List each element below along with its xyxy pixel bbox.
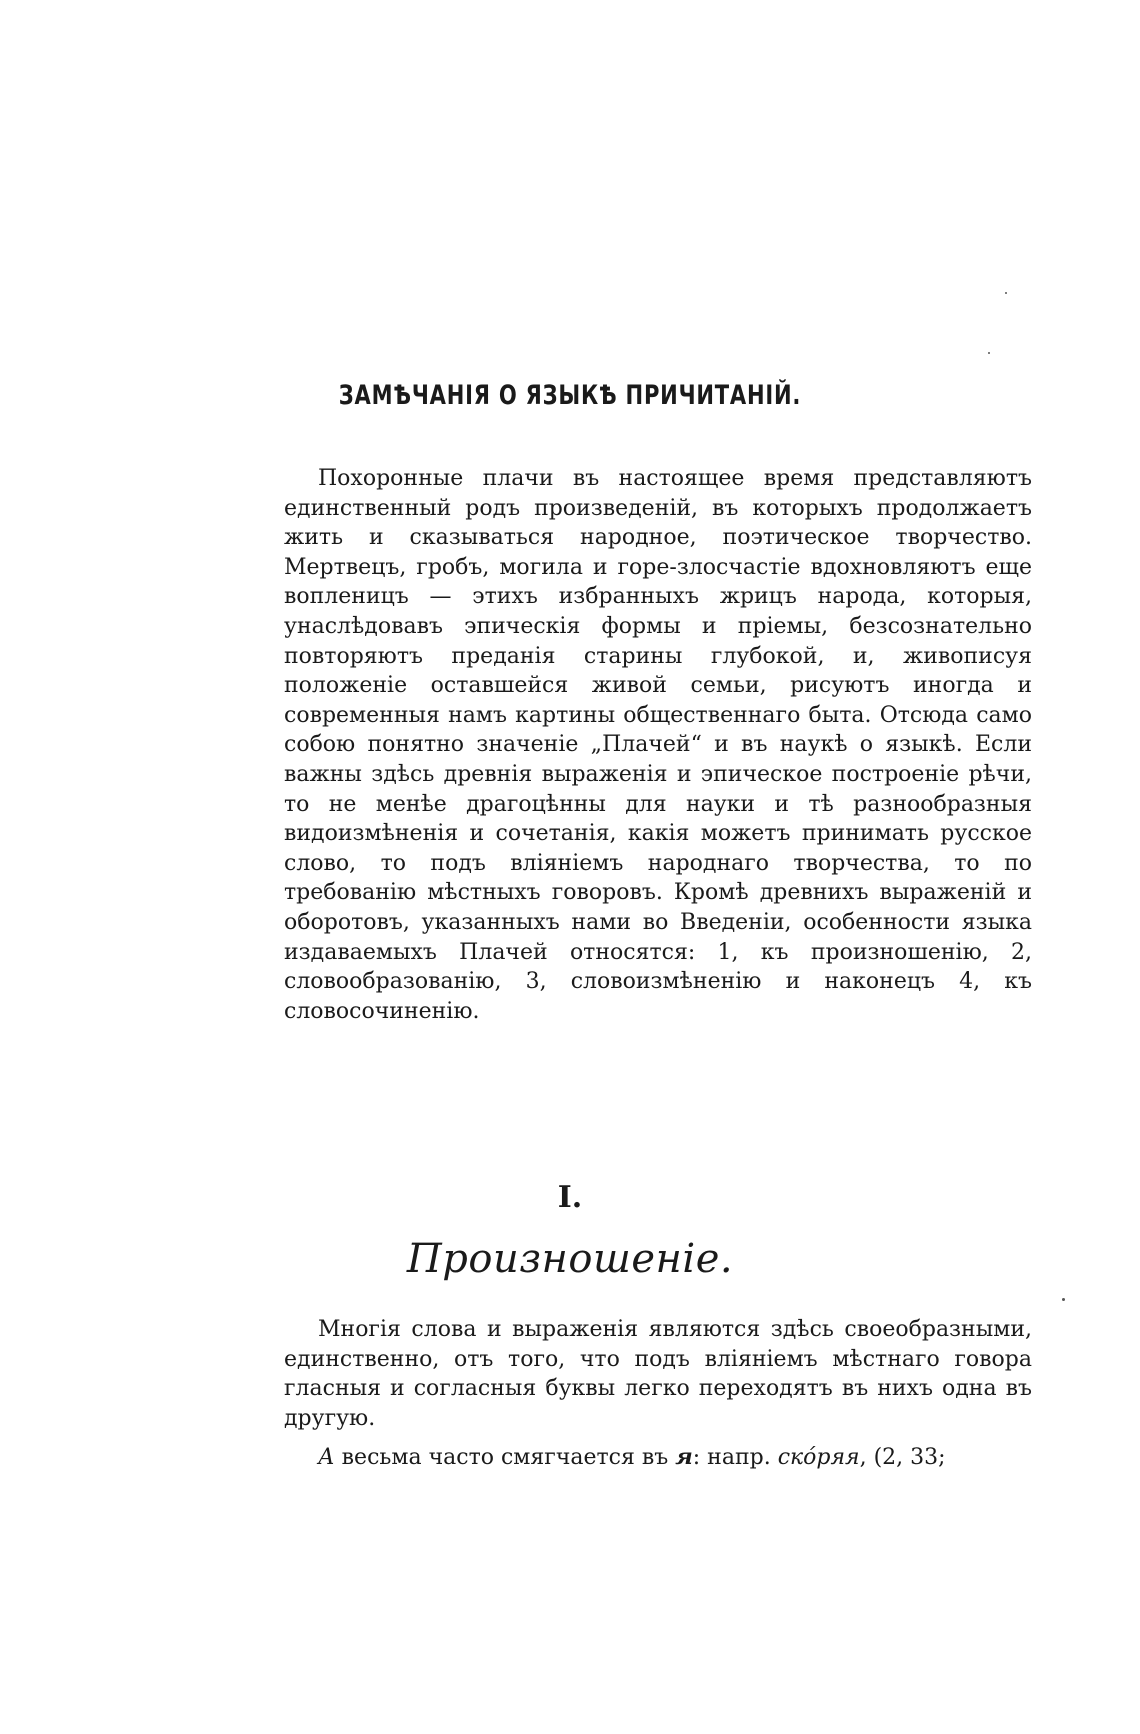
paragraph-vowel-a xyxy=(284,1443,1032,1473)
intro-paragraph: Похоронные плачи въ настоящее время представляютъ единственный родъ произведеній, въ которыхъ продолжаетъ жить и сказываться народное, поэтическое творчество. Мертвецъ, гробъ, могила и горе-злосчастіе вдохновляютъ еще вопленицъ — этихъ избранныхъ жрицъ народа, которыя, унаслѣдовавъ эпическія формы и пріемы, безсознательно повторяютъ преданія старины глубокой, и, живописуя положеніе оставшейся живой семьи, рисуютъ иногда и современныя намъ картины общественнаго быта. Отсюда само собою понятно значеніе „Плачей“ и въ наукѣ о языкѣ. Если важны здѣсь древнія выраженія и эпическое построеніе рѣчи, то не менѣе драгоцѣнны для науки и тѣ разнообразныя видоизмѣненія и сочетанія, какія можетъ принимать русское слово, то подъ вліяніемъ народнаго творчества, то по требованію мѣстныхъ говоровъ. Кромѣ древнихъ выраженій и оборотовъ, указанныхъ нами во Введеніи, особенности языка издаваемыхъ Плачей относятся: 1, къ произношенію, 2, словообразованію, 3, словоизмѣненію и наконецъ 4, къ словосочиненію. xyxy=(284,466,1032,1024)
lead-letter: А xyxy=(318,1445,335,1470)
ink-speck xyxy=(988,352,990,354)
section-heading: Произношеніе. xyxy=(406,1236,734,1282)
text-fragment: весьма часто смягчается въ xyxy=(334,1445,676,1470)
text-fragment: , (2, 33; xyxy=(859,1445,946,1470)
page-title: ЗАМѢЧАНІЯ О ЯЗЫКѢ ПРИЧИТАНІЙ. xyxy=(338,380,802,411)
section-number: I. xyxy=(557,1180,583,1215)
example-word: скóряя xyxy=(777,1445,860,1470)
ink-speck xyxy=(1062,1298,1065,1301)
paragraph-pronunciation: Многія слова и выраженія являются здѣсь своеобразными, единственно, отъ того, что подъ вліяніемъ мѣстнаго говора гласныя и согласныя буквы легко переходятъ въ нихъ одна въ другую. xyxy=(284,1317,1032,1431)
ink-speck xyxy=(1005,292,1007,294)
letter-ya: я xyxy=(675,1444,693,1470)
text-fragment: : напр. xyxy=(692,1445,778,1470)
